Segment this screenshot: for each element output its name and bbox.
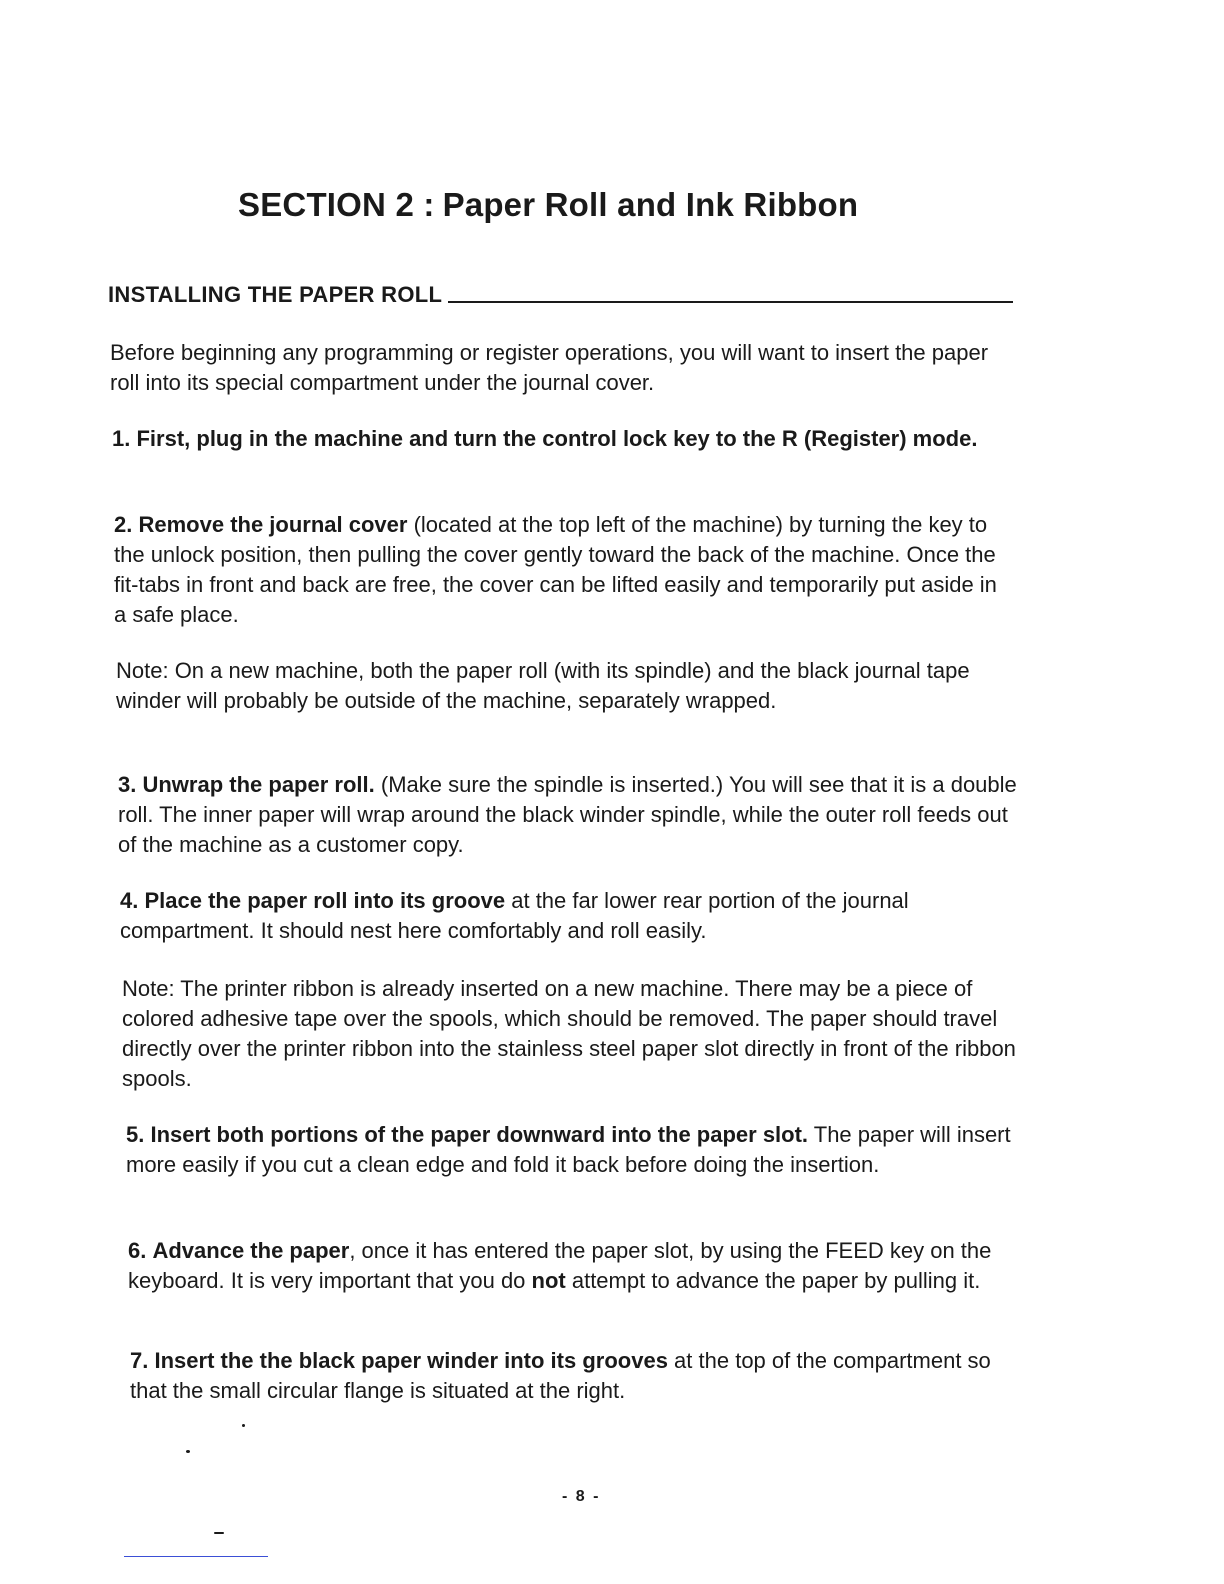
step-1-number: 1. <box>112 426 131 451</box>
scan-speck <box>186 1450 190 1453</box>
step-4-text: at the far lower rear portion of the journal compartment. It should nest here comfortably and roll easily. <box>120 888 909 943</box>
step-6-text-end: attempt to advance the paper by pulling it. <box>565 1268 981 1293</box>
step-2 <box>114 510 1014 630</box>
step-4-number: 4. <box>120 888 139 913</box>
step-6-bold: Advance the paper <box>152 1238 350 1263</box>
section-label: SECTION 2 : <box>238 186 435 223</box>
step-1 <box>112 424 1012 454</box>
page-number: - 8 - <box>562 1488 601 1505</box>
scan-speck <box>214 1532 224 1534</box>
section-title-text: Paper Roll and Ink Ribbon <box>442 186 859 223</box>
step-5-bold: Insert both portions of the paper downward into the paper slot. <box>150 1122 809 1147</box>
step-2-number: 2. <box>114 512 133 537</box>
intro-paragraph: Before beginning any programming or register operations, you will want to insert the paper roll into its special compartment under the journal cover. <box>110 340 989 395</box>
note-2: Note: The printer ribbon is already inserted on a new machine. There may be a piece of colored adhesive tape over the spools, which should be removed. The paper should travel directly over the printer ribbon into the stainless steel paper slot directly in front of the ribbon spools. <box>122 976 1016 1091</box>
step-6-text: , once it has entered the paper slot, by using the FEED key on the keyboard. It is very important that you do <box>128 1238 992 1293</box>
note-1: Note: On a new machine, both the paper roll (with its spindle) and the black journal tape winder will probably be outside of the machine, separately wrapped. <box>116 658 970 713</box>
subheading-rule <box>448 301 1013 303</box>
step-3-bold: Unwrap the paper roll. <box>142 772 375 797</box>
step-5-number: 5. <box>126 1122 145 1147</box>
step-5-text: The paper will insert more easily if you cut a clean edge and fold it back before doing the insertion. <box>126 1122 1011 1177</box>
scan-speck <box>242 1424 245 1427</box>
step-7-number: 7. <box>130 1348 149 1373</box>
step-1-bold: First, plug in the machine and turn the control lock key to the R (Register) mode. <box>136 426 978 451</box>
subheading-row <box>108 282 1013 308</box>
bottom-edge-line <box>124 1556 268 1557</box>
step-7-text: at the top of the compartment so that the small circular flange is situated at the right. <box>130 1348 991 1403</box>
step-7 <box>130 1346 1030 1406</box>
step-6 <box>128 1236 1028 1296</box>
step-3-number: 3. <box>118 772 137 797</box>
step-6-number: 6. <box>128 1238 147 1263</box>
section-title <box>238 186 938 224</box>
step-4-bold: Place the paper roll into its groove <box>144 888 506 913</box>
subheading: INSTALLING THE PAPER ROLL <box>108 282 443 307</box>
step-3 <box>118 770 1018 860</box>
step-2-bold: Remove the journal cover <box>138 512 408 537</box>
step-7-bold: Insert the the black paper winder into its grooves <box>154 1348 668 1373</box>
step-6-emphasis: not <box>531 1268 566 1293</box>
step-3-text: (Make sure the spindle is inserted.) You will see that it is a double roll. The inner paper will wrap around the black winder spindle, while the outer roll feeds out of the machine as a customer copy. <box>118 772 1017 857</box>
step-4 <box>120 886 1020 946</box>
step-2-text: (located at the top left of the machine) by turning the key to the unlock position, then pulling the cover gently toward the back of the machine. Once the fit-tabs in front and back are free, the cover can be lifted easily and temporarily put aside in a safe place. <box>114 512 997 627</box>
step-5 <box>126 1120 1026 1180</box>
